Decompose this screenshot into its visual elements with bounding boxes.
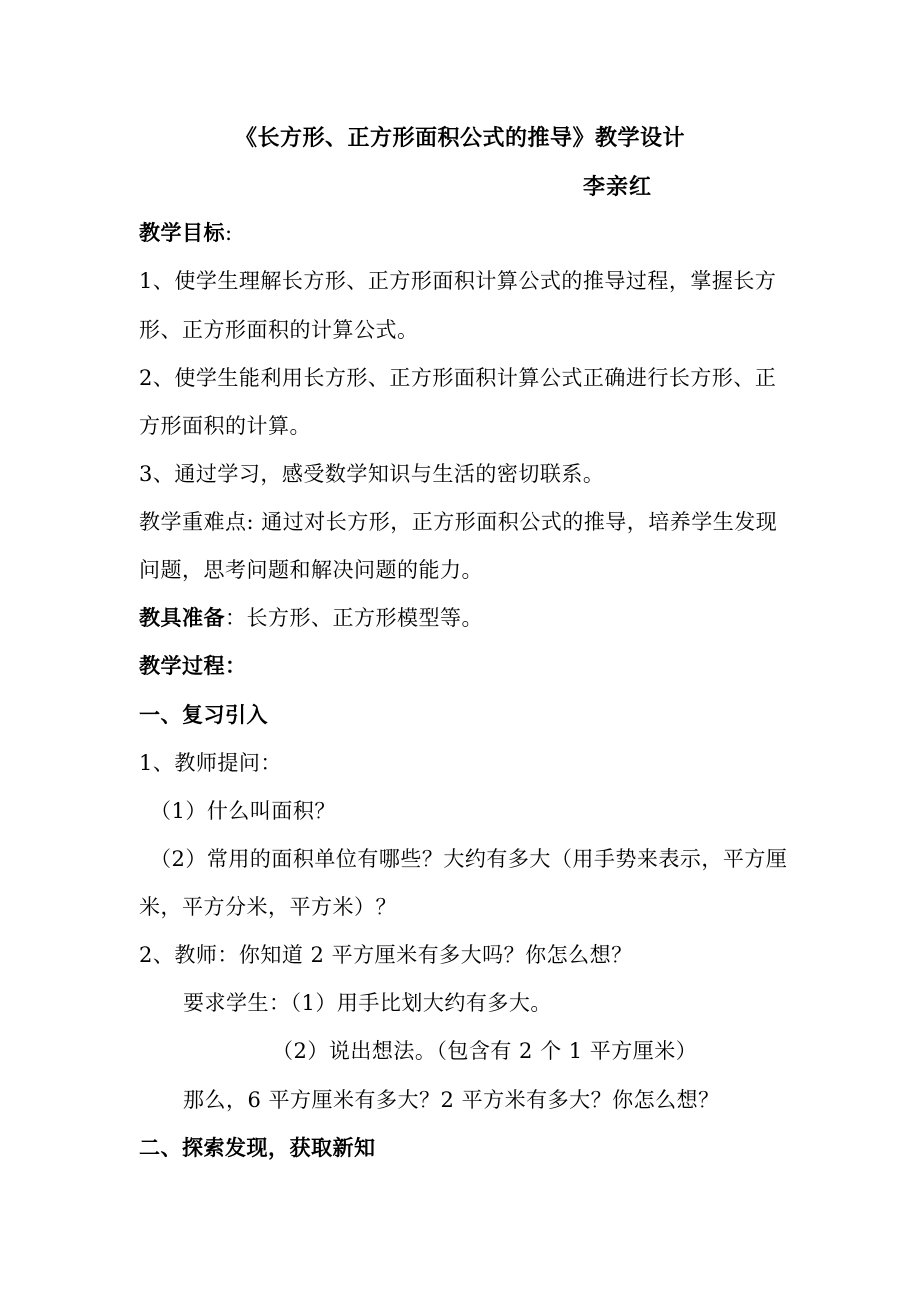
objective-1-line-b: 形、正方形面积的计算公式。 [139,318,419,342]
key-difficulty-line-a: 教学重难点: 通过对长方形，正方形面积公式的推导，培养学生发现 [139,510,778,534]
question-2-line-a: （2）常用的面积单位有哪些？大约有多大（用手势来表示，平方厘 [150,847,788,871]
requirement-2-line: （2）说出想法。（包含有 2 个 1 平方厘米） [272,1039,698,1063]
objective-2-line-b: 方形面积的计算。 [139,414,311,438]
objectives-heading: 教学目标 [139,220,225,245]
key-difficulty-line-b: 问题，思考问题和解决问题的能力。 [139,558,483,582]
process-heading: 教学过程： [139,653,247,678]
document-title: 《长方形、正方形面积公式的推导》教学设计 [234,125,685,151]
section-1-heading: 一、复习引入 [139,702,268,727]
objectives-colon: : [225,221,233,245]
teacher-question-line: 1、教师提问： [139,751,282,775]
question-1-line: （1）什么叫面积？ [150,799,336,823]
follow-up-line: 那么，6 平方厘米有多大？2 平方米有多大？你怎么想？ [183,1088,720,1112]
document-author: 李亲红 [583,174,653,200]
question-2-line-b: 米，平方分米，平方米）？ [139,895,397,919]
objective-3-line: 3、通过学习，感受数学知识与生活的密切联系。 [139,462,605,486]
objective-1-line-a: 1、使学生理解长方形、正方形面积计算公式的推导过程，掌握长方 [139,269,777,293]
requirement-1-line: 要求学生：（1）用手比划大约有多大。 [183,991,552,1015]
objective-2-line-a: 2、使学生能利用长方形、正方形面积计算公式正确进行长方形、正 [139,366,777,390]
materials-label: 教具准备 [139,605,225,630]
materials-text: ：长方形、正方形模型等。 [225,606,483,630]
materials-line [139,603,483,633]
objectives-heading-line [139,218,233,248]
teacher-2-line: 2、教师：你知道 2 平方厘米有多大吗？你怎么想？ [139,943,633,967]
section-2-heading: 二、探索发现，获取新知 [139,1135,376,1160]
